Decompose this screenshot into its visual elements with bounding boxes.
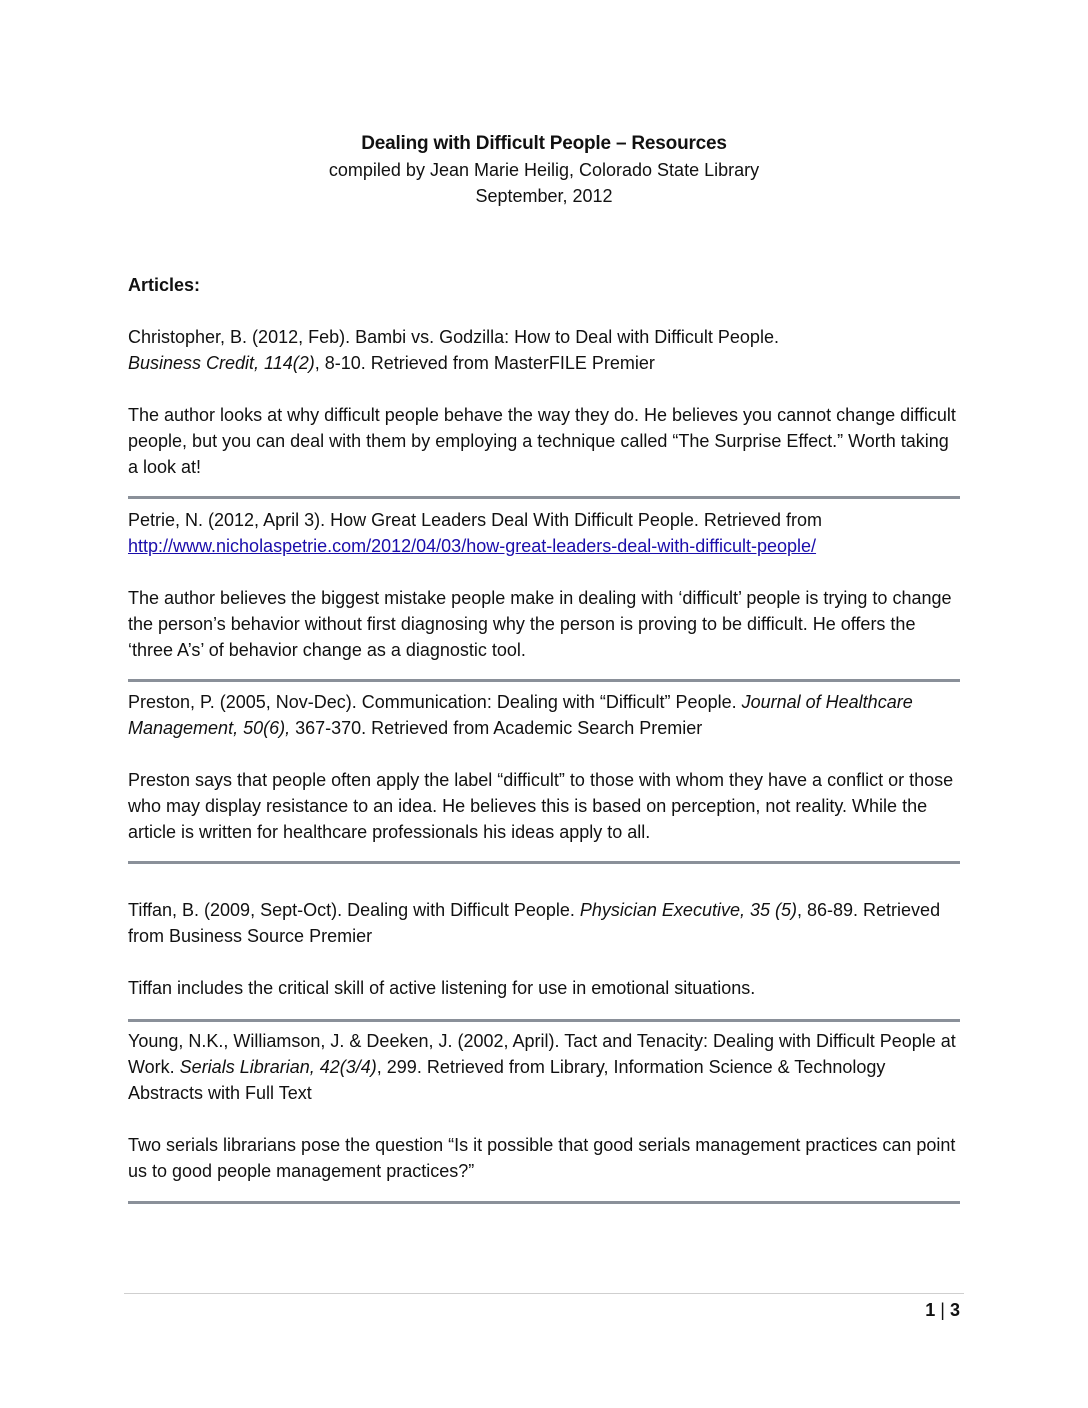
citation-details: , 86-89. Retrieved from Business Source Premier bbox=[128, 900, 941, 946]
article-citation bbox=[128, 897, 962, 949]
summary-text: Tiffan includes the critical skill of active listening for use in emotional situations. bbox=[128, 978, 756, 998]
article-citation bbox=[128, 507, 962, 559]
document-date: September, 2012 bbox=[475, 186, 613, 206]
document-title: Dealing with Difficult People – Resources bbox=[361, 133, 727, 154]
divider bbox=[128, 1019, 960, 1022]
divider bbox=[128, 861, 960, 864]
article-citation bbox=[128, 689, 962, 741]
article-summary bbox=[128, 1132, 962, 1184]
article-summary bbox=[128, 585, 962, 663]
document-header bbox=[0, 131, 1088, 209]
citation-details: , 299. Retrieved from Library, Information Science & Technology Abstracts with Full Text bbox=[128, 1057, 886, 1103]
citation-details: , 8-10. Retrieved from MasterFILE Premier bbox=[314, 353, 655, 373]
citation-text: Petrie, N. (2012, April 3). How Great Leaders Deal With Difficult People. Retrieved from bbox=[128, 510, 822, 530]
citation-text: Young, N.K., Williamson, J. & Deeken, J. (2002, April). Tact and Tenacity: Dealing with Difficult People at Work. bbox=[128, 1031, 956, 1077]
section-heading-articles: Articles: bbox=[128, 275, 201, 295]
citation-source: Business Credit, 114(2) bbox=[128, 353, 315, 373]
citation-source: Serials Librarian, 42(3/4) bbox=[179, 1057, 377, 1077]
citation-source: Journal of Healthcare Management, 50(6), bbox=[128, 692, 913, 738]
citation-text: Preston, P. (2005, Nov-Dec). Communication: Dealing with “Difficult” People. bbox=[128, 692, 742, 712]
citation-source: Physician Executive, 35 (5) bbox=[579, 900, 797, 920]
article-summary bbox=[128, 402, 962, 480]
summary-text: Two serials librarians pose the question “Is it possible that good serials management practices can point us to good people management practices?” bbox=[128, 1135, 956, 1181]
page-total: 3 bbox=[949, 1300, 960, 1320]
citation-details: 367-370. Retrieved from Academic Search Premier bbox=[290, 718, 703, 738]
divider bbox=[128, 679, 960, 682]
article-citation bbox=[128, 1028, 962, 1106]
divider bbox=[128, 496, 960, 499]
page-current: 1 bbox=[925, 1300, 936, 1320]
summary-text: The author looks at why difficult people behave the way they do. He believes you cannot change difficult people, but you can deal with them by employing a technique called “The Surprise Effect.” Worth taking a look at! bbox=[128, 405, 956, 477]
summary-text: Preston says that people often apply the label “difficult” to those with whom they have a conflict or those who may display resistance to an idea. He believes this is based on perception, not reality. While the article is written for healthcare professionals his ideas apply to all. bbox=[128, 770, 954, 842]
citation-text: Christopher, B. (2012, Feb). Bambi vs. Godzilla: How to Deal with Difficult People. bbox=[128, 327, 779, 347]
citation-text: Tiffan, B. (2009, Sept-Oct). Dealing with Difficult People. bbox=[128, 900, 580, 920]
article-summary bbox=[128, 767, 962, 845]
divider bbox=[128, 1201, 960, 1204]
article-citation bbox=[128, 324, 962, 376]
article-summary bbox=[128, 975, 962, 1001]
page-separator: | bbox=[940, 1300, 945, 1320]
compiled-by-line: compiled by Jean Marie Heilig, Colorado State Library bbox=[328, 160, 760, 180]
article-link[interactable]: http://www.nicholaspetrie.com/2012/04/03/how-great-leaders-deal-with-difficult-people/ bbox=[128, 536, 817, 556]
summary-text: The author believes the biggest mistake people make in dealing with ‘difficult’ people is trying to change the person’s behavior without first diagnosing why the person is proving to be difficult. He offers the ‘three A’s’ of behavior change as a diagnostic tool. bbox=[128, 588, 952, 660]
page-number bbox=[925, 1297, 960, 1323]
footer-divider bbox=[124, 1293, 964, 1294]
